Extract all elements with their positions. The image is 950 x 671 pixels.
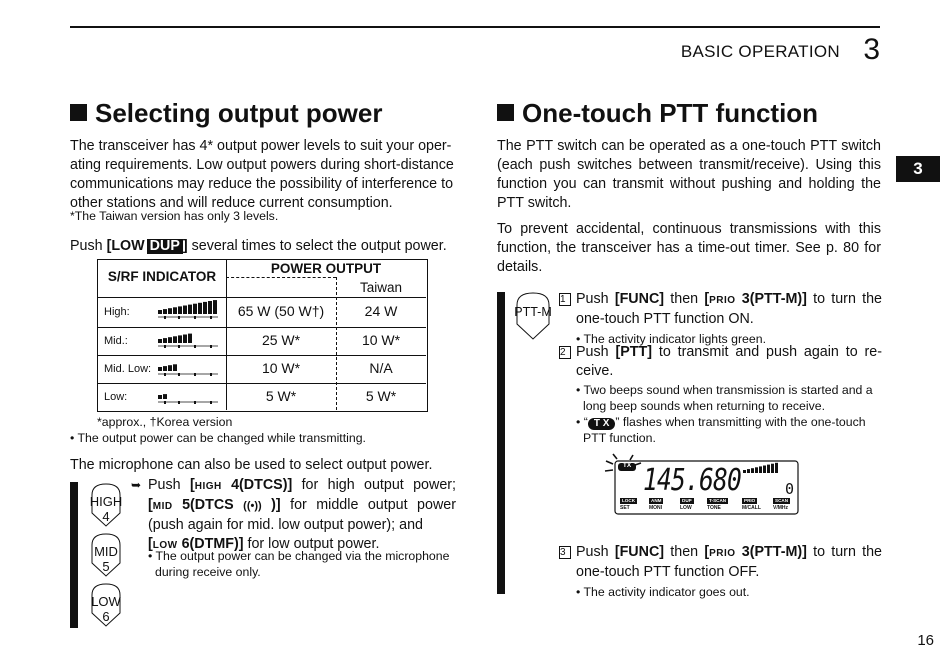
lcd-key-bottom: TONE: [707, 505, 721, 511]
change-while-tx-note: • The output power can be changed while transmitting.: [70, 431, 366, 445]
ptt-intro: The PTT switch can be operated as a one-touch PTT switch (each push switches between transmit/receive). Using this function you can transmit without pushing and holding the PTT switch.: [497, 138, 881, 211]
col-header-power: POWER OUTPUT: [270, 261, 382, 276]
side-tab: 3: [896, 156, 940, 182]
mic-intro: The microphone can also be used to select output power.: [70, 457, 433, 473]
row-label: High:: [104, 306, 130, 318]
output-power-intro: The transceiver has 4* output power levels to suit your oper- ating requirements. Low output powers during short-distance communications may reduce the possibility of interference to other stations and will reduce current consumption.: [70, 138, 454, 211]
lcd-key-top: PRIO: [744, 498, 756, 503]
col-header-taiwan: Taiwan: [359, 280, 403, 295]
header-rule: [70, 26, 880, 28]
power-value: 25 W*: [261, 332, 301, 348]
lcd-key-bottom: MONI: [649, 505, 663, 511]
taiwan-value: 10 W*: [361, 332, 401, 348]
square-bullet-icon: [497, 104, 514, 121]
tx-keycap: T X: [588, 418, 616, 430]
timeout-text: To prevent accidental, continuous transmissions with this function, the transceiver has a time-out timer. See p. 80 for details.: [497, 221, 881, 275]
chapter-title: BASIC OPERATION: [680, 42, 840, 61]
mic-instructions: Push [HIGH 4(DTCS)] for high output power; [MID 5(DTCS ((•)) )] for middle output power (push again for mid. low output power); and [LOW 6(DTMF)] for low output power.: [148, 477, 457, 552]
row-label: Low:: [104, 390, 128, 403]
dup-keycap: DUP: [147, 239, 183, 254]
power-value: 65 W (50 W†): [237, 303, 325, 319]
square-bullet-icon: [70, 104, 87, 121]
mic-button-high-icon: HIGH 4: [89, 483, 123, 527]
mic-button-mid-icon: MID 5: [89, 533, 123, 577]
lcd-key-top: DUP: [682, 498, 692, 503]
lcd-frequency: 145.680: [643, 463, 741, 498]
taiwan-note: *The Taiwan version has only 3 levels.: [70, 209, 279, 223]
step-3: 3 Push [FUNC] then [PRIO 3(PTT-M)] to turn the one-touch PTT function OFF. • The activity indicator goes out.: [560, 544, 882, 599]
taiwan-value: N/A: [369, 360, 393, 376]
power-value: 5 W*: [265, 387, 297, 404]
lcd-key-top: SCAN: [775, 498, 789, 503]
power-value: 10 W*: [261, 360, 301, 376]
step-1: 1 Push [FUNC] then [PRIO 3(PTT-M)] to turn the one-touch PTT function ON. • The activity indicator lights green.: [560, 291, 882, 346]
lcd-channel: 0: [785, 480, 795, 498]
taiwan-value: 24 W: [364, 303, 398, 319]
srf-meter-icon: [156, 357, 220, 377]
step-2: 2 Push [PTT] to transmit and push again to re- ceive. • Two beeps sound when transmission is started and a long beep sounds when returning to receive. • “ T X ” flashes when transmitting with the one-touch PTT function.: [560, 344, 882, 445]
lcd-display: [603, 453, 801, 517]
chapter-number: 3: [863, 33, 880, 66]
srf-meter-icon: [156, 329, 220, 349]
lcd-key-bottom: LOW: [680, 505, 692, 511]
taiwan-value: 5 W*: [365, 387, 397, 404]
lcd-key-top: ANM: [651, 498, 662, 503]
lcd-key-top: T-SCAN: [709, 498, 727, 503]
section-title-output-power: Selecting output power: [70, 98, 382, 129]
lcd-tx-indicator: TX: [622, 462, 632, 469]
lcd-key-bottom: M/CALL: [742, 505, 761, 511]
mic-button-low-icon: LOW 6: [89, 583, 123, 627]
mic-sidebar-bar: [70, 482, 78, 628]
page-number: 16: [917, 632, 934, 649]
signal-bars-icon: [743, 463, 778, 473]
ptt-sidebar-bar: [497, 292, 505, 594]
table-footnote: *approx., †Korea version: [97, 415, 233, 429]
power-output-table: [97, 259, 428, 412]
srf-meter-icon: [156, 300, 220, 320]
lcd-key-bottom: SET: [620, 505, 630, 511]
row-label: Mid.:: [104, 335, 128, 347]
mic-receive-note: • The output power can be changed via the microphone during receive only.: [148, 549, 450, 579]
lcd-key-top: LOCK: [622, 498, 636, 503]
ptt-m-button-icon: PTT-M: [513, 292, 553, 340]
arrow-icon: ➥: [131, 478, 142, 492]
section-title-ptt: One-touch PTT function: [497, 98, 818, 129]
col-header-indicator: S/RF INDICATOR: [107, 269, 217, 284]
push-low-instruction: Push [LOW DUP ] several times to select the output power.: [70, 238, 447, 254]
row-label: Mid. Low:: [104, 363, 152, 375]
lcd-key-bottom: V/MHz: [773, 505, 788, 511]
srf-meter-icon: [156, 385, 220, 405]
